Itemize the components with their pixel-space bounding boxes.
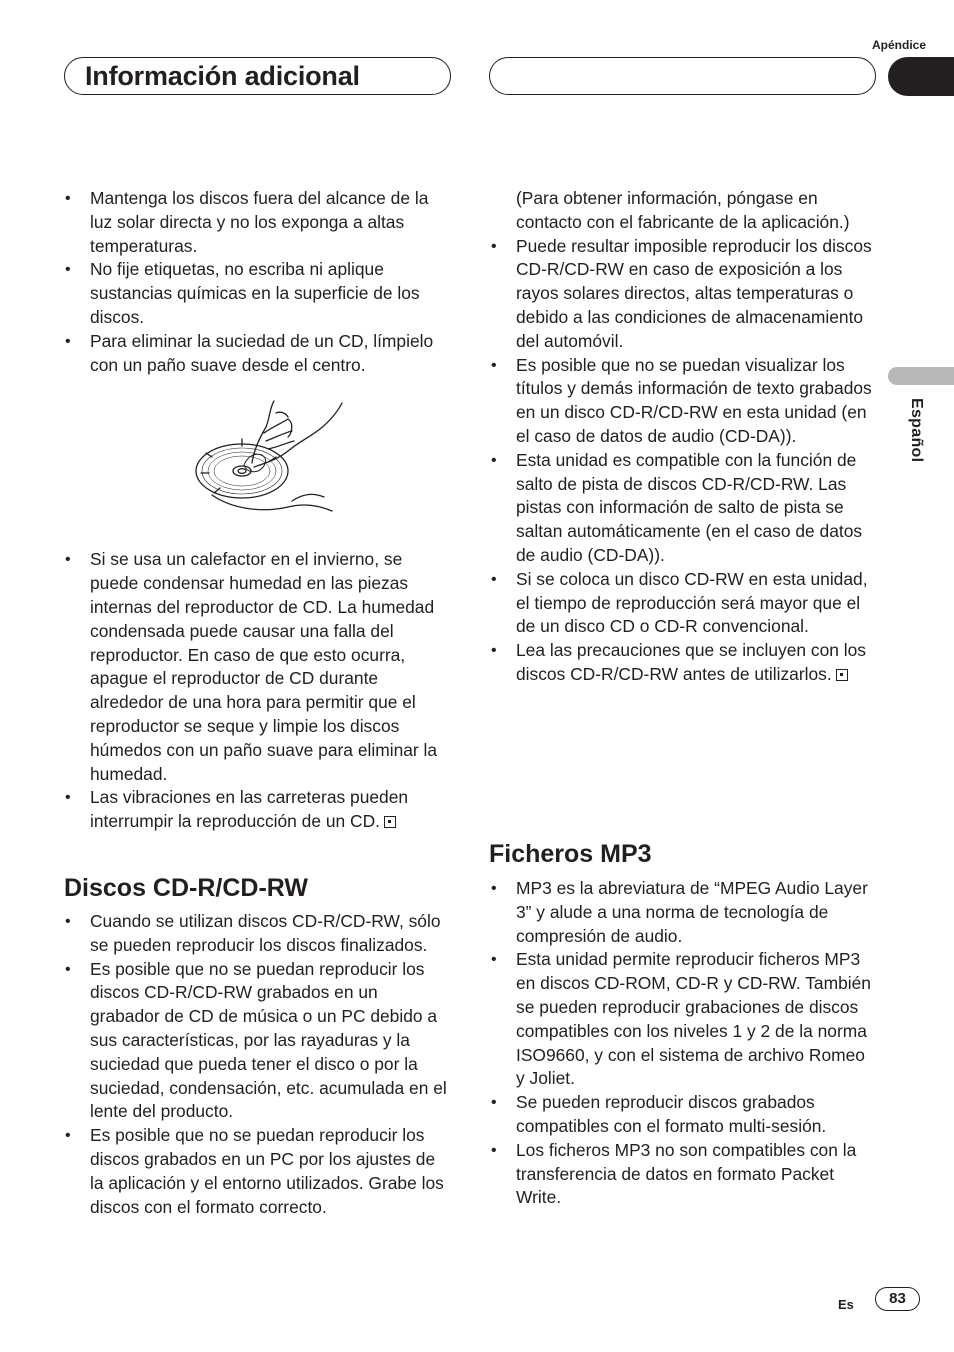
list-item: • Si se usa un calefactor en el invierno, se puede condensar humedad en las piezas internas del reproductor de CD. La humedad condensada puede causar una falla del reproductor. En caso de que esto ocurra, apague el reproductor de CD durante alrededor de una hora para permitir que el reproductor se seque y limpie los discos húmedos con un paño suave para eliminar la humedad. <box>62 548 452 786</box>
section-heading-mp3: Ficheros MP3 <box>489 840 652 868</box>
header-empty-box <box>489 57 876 95</box>
list-item <box>488 639 878 687</box>
continuation-text: (Para obtener información, póngase en contacto con el fabricante de la aplicación.) <box>516 188 850 232</box>
end-mark-icon <box>836 669 848 681</box>
end-mark-icon <box>384 816 396 828</box>
list-item: • Si se coloca un disco CD-RW en esta unidad, el tiempo de reproducción será mayor que el de un disco CD o CD-R convencional. <box>488 568 878 639</box>
list-item: • Se pueden reproducir discos grabados compatibles con el formato multi-sesión. <box>488 1091 878 1139</box>
list-item: • Cuando se utilizan discos CD-R/CD-RW, sólo se pueden reproducir los discos finalizados. <box>62 910 452 958</box>
section-header-box <box>64 57 451 95</box>
appendix-label: Apéndice <box>871 38 926 52</box>
list-item: • Es posible que no se puedan reproducir los discos CD-R/CD-RW grabados en un grabador de CD de música o un PC debido a sus características, por las rayaduras y la suciedad que pueda tener el disco o por la suciedad, condensación, etc. acumulada en el lente del producto. <box>62 958 452 1125</box>
section-heading-discos: Discos CD-R/CD-RW <box>64 874 308 902</box>
hand-wiping-cd-illustration <box>192 393 352 523</box>
list-item: • Es posible que no se puedan reproducir los discos grabados en un PC por los ajustes de la aplicación y el entorno utilizados. Grabe los discos con el formato correcto. <box>62 1124 452 1219</box>
right-column <box>488 187 878 687</box>
care-list-bottom <box>62 548 452 834</box>
footer-language-code: Es <box>838 1297 854 1312</box>
chapter-tab <box>888 57 954 96</box>
left-column <box>62 187 452 834</box>
list-item: • MP3 es la abreviatura de “MPEG Audio Layer 3” y alude a una norma de tecnología de compresión de audio. <box>488 877 878 948</box>
page-number: 83 <box>875 1287 920 1311</box>
mp3-list <box>488 877 878 1210</box>
section-title: Información adicional <box>85 61 360 91</box>
list-item: • Para eliminar la suciedad de un CD, límpielo con un paño suave desde el centro. <box>62 330 452 378</box>
discos-list <box>62 910 452 1219</box>
side-language-label: Español <box>908 398 925 463</box>
care-list-top <box>62 187 452 377</box>
cdrw-list <box>488 235 878 687</box>
list-item: • No fije etiquetas, no escriba ni aplique sustancias químicas en la superficie de los discos. <box>62 258 452 329</box>
list-item: • Esta unidad es compatible con la función de salto de pista de discos CD-R/CD-RW. Las pistas con información de salto de pista se saltan automáticamente (en el caso de datos de audio (CD-DA)). <box>488 449 878 568</box>
list-item: • Los ficheros MP3 no son compatibles con la transferencia de datos en formato Packet Write. <box>488 1139 878 1210</box>
list-item: • Es posible que no se puedan visualizar los títulos y demás información de texto grabados en un disco CD-R/CD-RW en esta unidad (en el caso de datos de audio (CD-DA)). <box>488 354 878 449</box>
language-tab-marker <box>888 367 954 385</box>
list-item: • Puede resultar imposible reproducir los discos CD-R/CD-RW en caso de exposición a los rayos solares directos, altas temperaturas o debido a las condiciones de almacenamiento del automóvil. <box>488 235 878 354</box>
list-item-text: Lea las precauciones que se incluyen con los discos CD-R/CD-RW antes de utilizarlos. <box>516 640 866 684</box>
list-item <box>62 786 452 834</box>
list-item: • Esta unidad permite reproducir ficheros MP3 en discos CD-ROM, CD-R y CD-RW. También se pueden reproducir grabaciones de discos compatibles con los niveles 1 y 2 de la norma ISO9660, y con el sistema de archivo Romeo y Joliet. <box>488 948 878 1091</box>
list-item-text: Las vibraciones en las carreteras pueden interrumpir la reproducción de un CD. <box>90 787 409 832</box>
list-item: • Mantenga los discos fuera del alcance de la luz solar directa y no los exponga a altas temperaturas. <box>62 187 452 258</box>
